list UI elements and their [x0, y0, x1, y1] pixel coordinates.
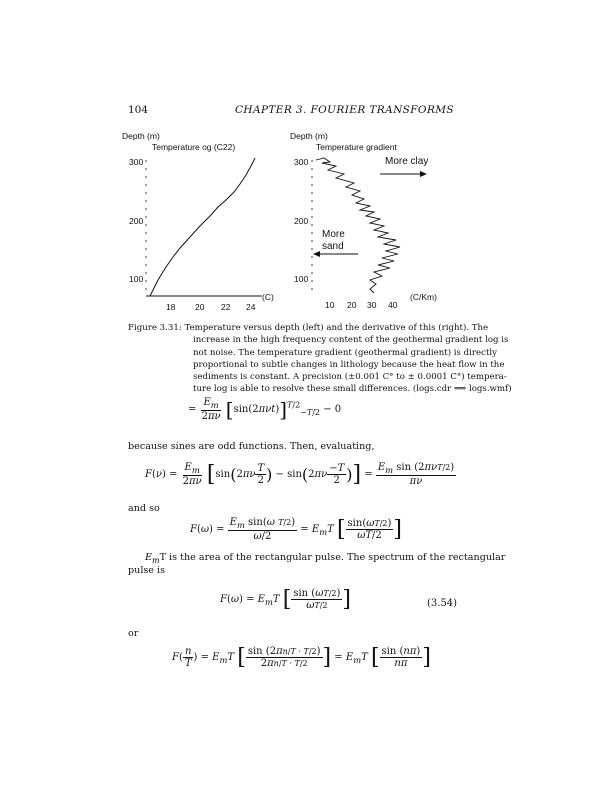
equation-2: F(ν) = $\frac{E_m}{2\pi\nu}$ [sin(2πν $\frac{T}{2}$ ) − sin(2πν $\frac{-T}{2}$ )] = $\frac{E_m \sin (2\pi\nu T/2)}{\pi\nu}$: [145, 462, 455, 487]
left-xtick: 20: [195, 302, 205, 312]
temperature-curve: [150, 158, 255, 296]
equation-number: (3.54): [427, 598, 458, 609]
equation-1: = $\frac{E_m}{2\pi\nu}$ $[\sin(2\pi\nu t)]^{T/2}_{-T/2} - 0$: [188, 397, 342, 422]
annotation-more: More: [322, 229, 345, 240]
annotation-sand: sand: [322, 241, 344, 252]
paragraph-2: and so: [128, 503, 160, 514]
arrow-right-head-icon: [420, 171, 427, 177]
figure-caption: [128, 322, 512, 396]
right-xtick: 10: [325, 300, 335, 310]
caption-label: Figure 3.31:: [128, 323, 182, 333]
left-xtick: 22: [221, 302, 231, 312]
paragraph-3-cont: pulse is: [128, 565, 166, 576]
equation-3: F(ω) = $\frac{E_m \sin(\omega T/2)}{\omega/2}$ = $E_mT$ [ $\frac{\sin(\omega T/2)}{\omega T/2}$ ]: [190, 517, 403, 542]
caption-line: Temperature versus depth (left) and the derivative of this (right). The: [184, 323, 489, 333]
right-ytick: 100: [294, 274, 309, 284]
left-ylabel: Depth (m): [122, 131, 160, 141]
arrow-left-head-icon: [313, 251, 320, 257]
caption-line: sediments is constant. A precision (±0.001 C° to ± 0.0001 C°) tempera-: [193, 372, 507, 383]
paragraph-3: $E_mT$ is the area of the rectangular pulse. The spectrum of the rectangular: [145, 552, 506, 565]
page-number: 104: [128, 104, 149, 116]
left-plot: [140, 150, 270, 300]
paragraph-3-var: E: [145, 552, 153, 563]
right-plot: [300, 150, 440, 300]
caption-line: increase in the high frequency content of the geothermal gradient log is: [193, 335, 509, 346]
left-title: Temperature og (C22): [152, 142, 236, 152]
caption-line: proportional to subtle changes in lithology because the heat flow in the: [193, 359, 505, 370]
paragraph-3-text: T is the area of the rectangular pulse. The spectrum of the rectangular: [159, 552, 506, 563]
right-xtick: 40: [388, 300, 398, 310]
chapter-title: CHAPTER 3. FOURIER TRANSFORMS: [234, 104, 454, 116]
right-ytick: 200: [294, 216, 309, 226]
left-ytick: 100: [129, 274, 144, 284]
left-ytick: 200: [129, 216, 144, 226]
right-xtick: 20: [347, 300, 357, 310]
equation-4: F( $\frac{n}{T}$ ) = $E_mT$ [ $\frac{\sin (2\pi n/T \cdot T/2)}{2\pi n/T \cdot T/2}$ ] = $E_mT$ [ $\frac{\sin (n\pi)}{n\pi}$ ]: [172, 645, 431, 670]
right-title: Temperature gradient: [316, 142, 397, 152]
right-xunit: (C/Km): [410, 292, 437, 302]
paragraph-1: because sines are odd functions. Then, evaluating,: [128, 441, 375, 452]
annotation-more-clay: More clay: [385, 156, 429, 167]
left-xtick: 24: [246, 302, 256, 312]
paragraph-4: or: [128, 628, 139, 639]
caption-line: ture log is able to resolve these small differences. (logs.cdr ⟹ logs.wmf): [193, 384, 512, 395]
right-xtick: 30: [367, 300, 377, 310]
left-ytick: 300: [129, 157, 144, 167]
gradient-curve: [316, 158, 400, 293]
caption-line: not noise. The temperature gradient (geothermal gradient) is directly: [193, 347, 497, 358]
right-ytick: 300: [294, 157, 309, 167]
equation-354: $F(\omega) = E_mT$ [ $\frac{\sin (\omega T/2)}{\omega T/2}$ ]: [220, 587, 351, 612]
left-xunit: (C): [262, 292, 274, 302]
right-ylabel: Depth (m): [290, 131, 328, 141]
left-xtick: 18: [166, 302, 176, 312]
